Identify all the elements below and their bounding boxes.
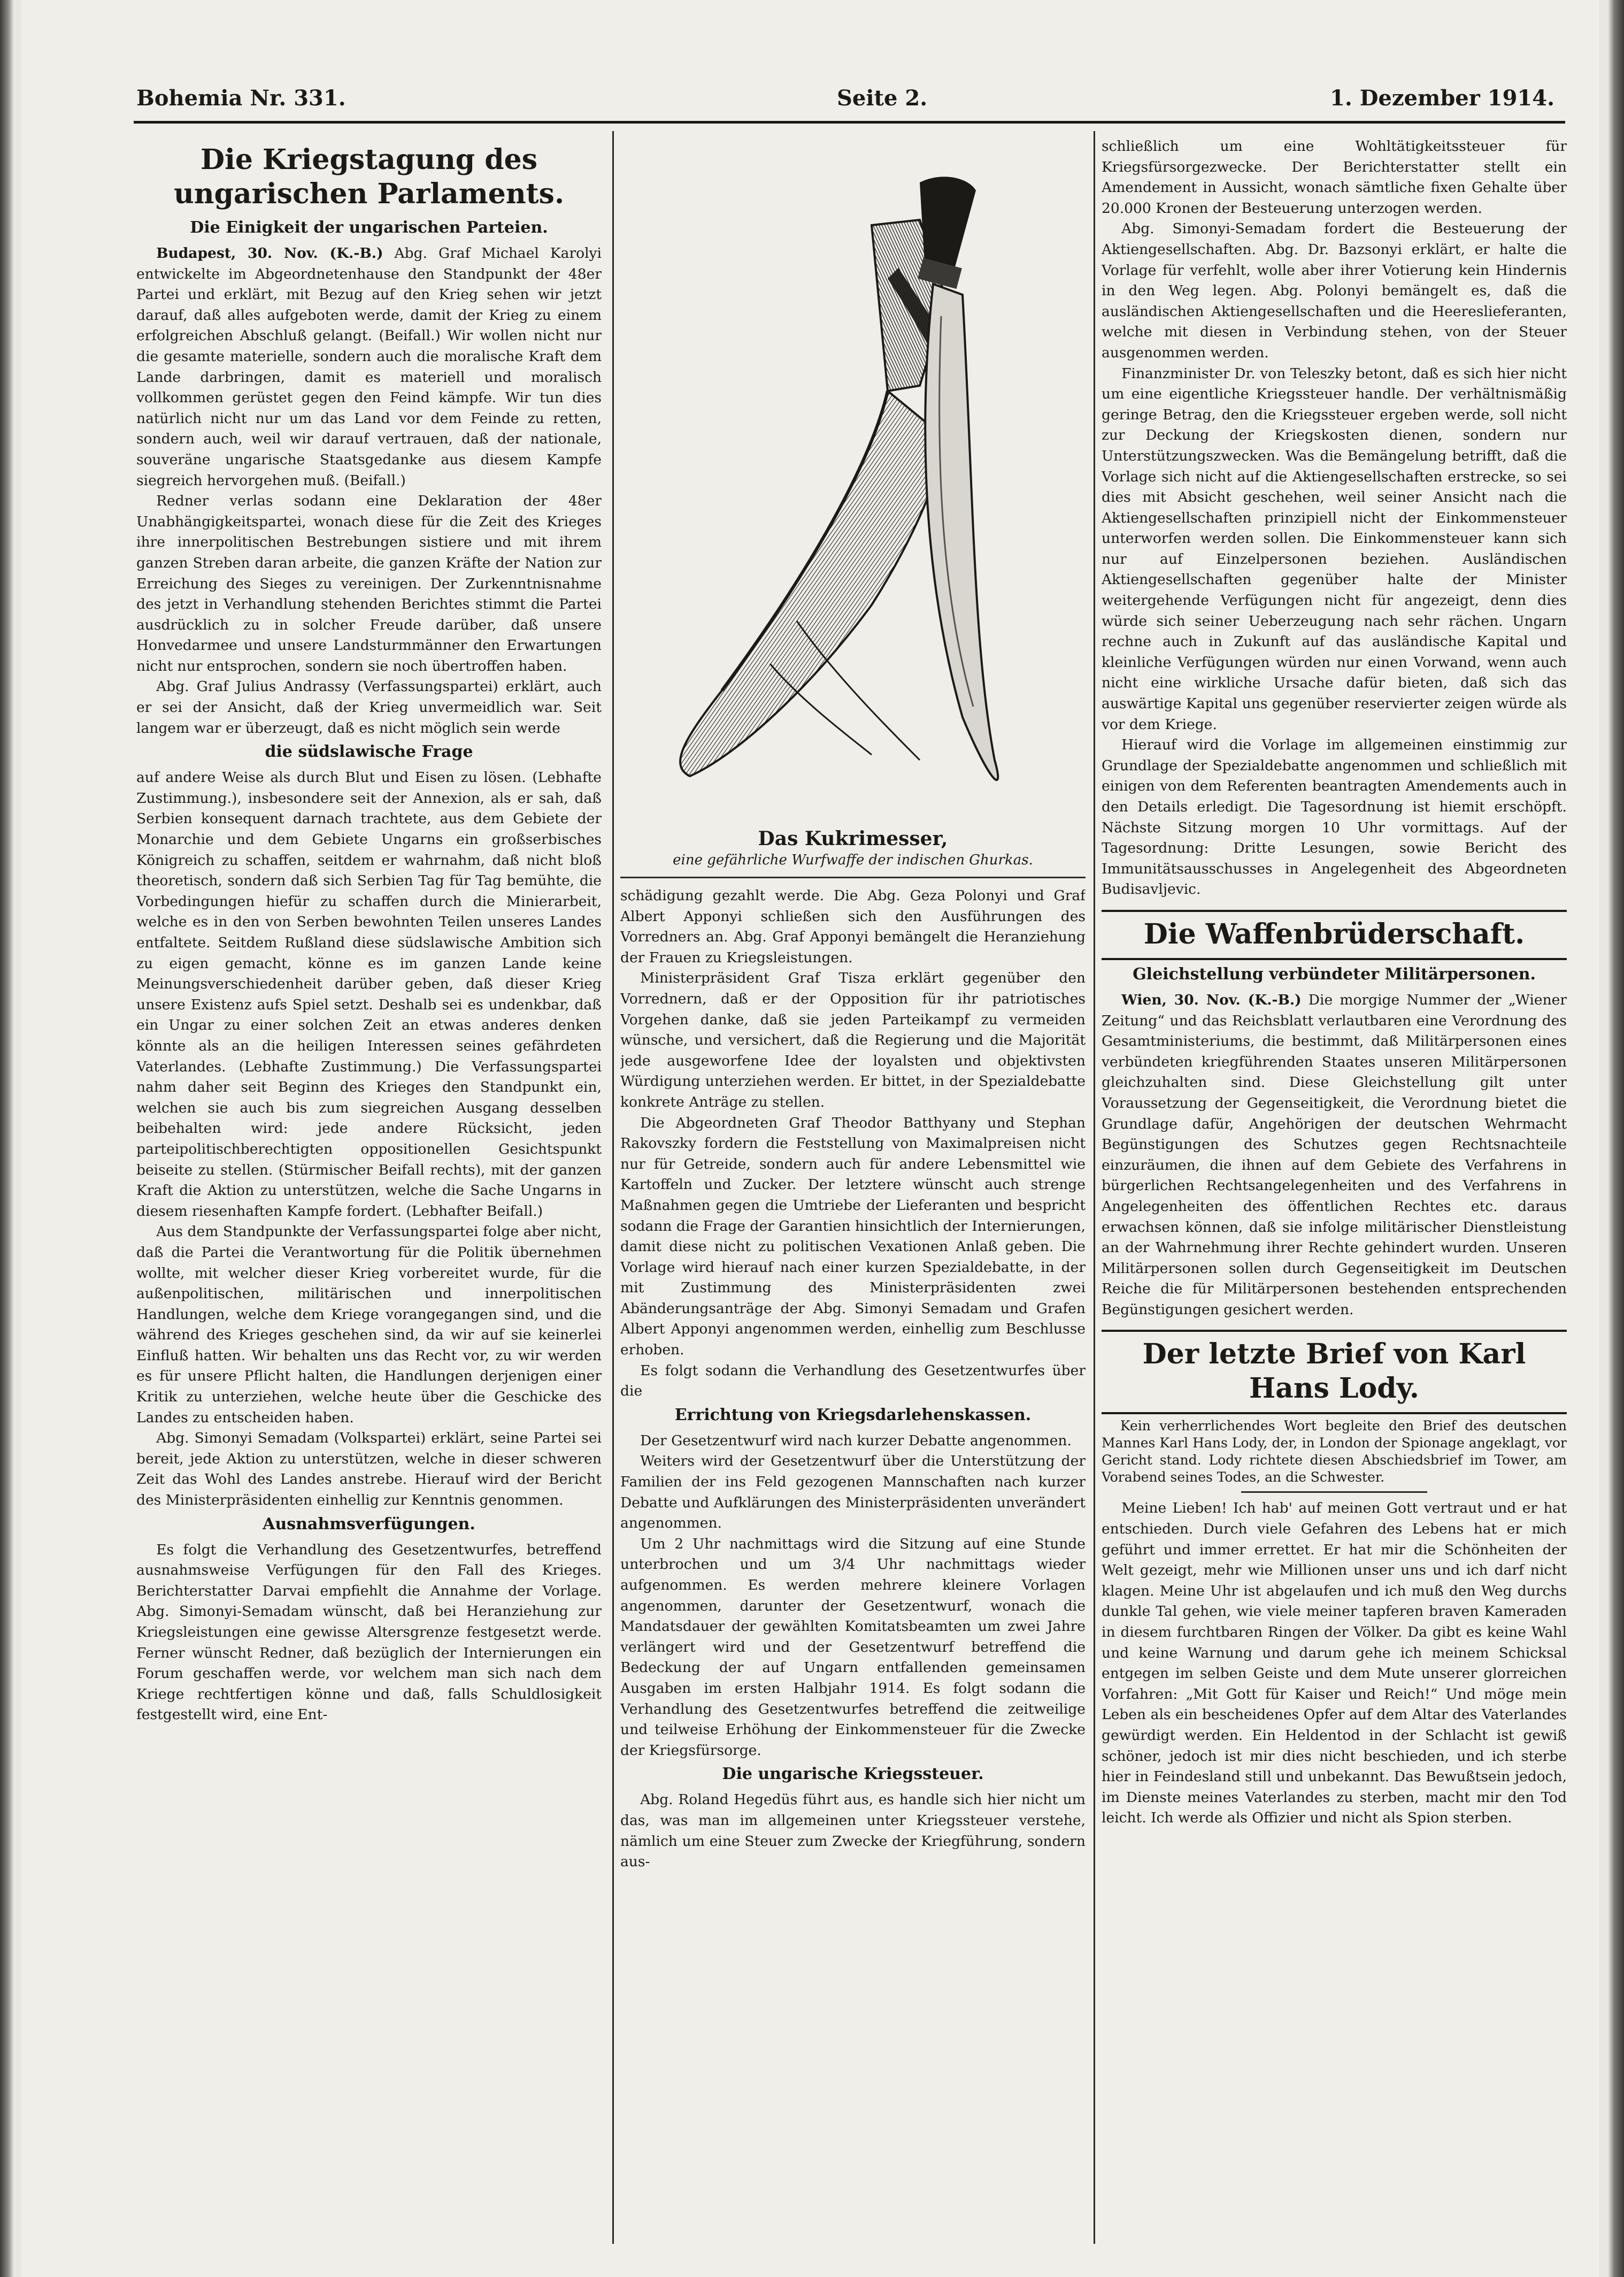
article-divider-box	[1102, 1330, 1567, 1414]
column-rule-2	[1094, 131, 1095, 2244]
article-headline: Die Waffenbrüderschaft.	[1143, 917, 1525, 950]
article-paragraph: Abg. Simonyi Semadam (Volkspartei) erklärt, seine Partei sei bereit, jede Aktion zu unterstützen, welche in dieser schweren Zeit das Wohl des Landes anstrebe. Hierauf wird der Bericht des Ministerpräsidenten einhellig zur Kenntnis genommen.	[136, 1430, 602, 1509]
article-paragraph: Weiters wird der Gesetzentwurf über die Unterstützung der Familien der ins Feld gezogenen Mannschaften nach kurzer Debatte und Aufklärungen des Ministerpräsidenten unverändert angenommen.	[620, 1453, 1086, 1532]
article-paragraph: Wien, 30. Nov. (K.-B.) Die morgige Nummer der „Wiener Zeitung“ und das Reichsblatt verlautbaren eine Verordnung des Gesamtministeriums, die bestimmt, daß Militärpersonen eines verbündeten kriegführenden Staates unseren Militärpersonen gleichzuhalten sind. Diese Gleichstellung gilt unter Voraussetzung der Gegenseitigkeit, die Verordnung bietet die Grundlage dafür, Angehörigen der deutschen Wehrmacht Begünstigungen des Schutzes gegen Rechtsnachteile einzuräumen, die ihnen auf dem Gebiete des Verfahrens in bürgerlichen Rechtsangelegenheiten und des Verfahrens in Angelegenheiten des öffentlichen Rechtes etc. daraus erwachsen können, daß sie infolge militärischer Dienstleistung an der Wahrnehmung ihrer Rechte gehindert wurden. Unseren Militärpersonen sollen durch Gegenseitigkeit im Deutschen Reiche die für Militärpersonen bestehenden entsprechenden Begünstigungen gesichert werden.	[1102, 991, 1567, 1318]
article-paragraph: Hierauf wird die Vorlage im allgemeinen einstimmig zur Grundlage der Spezialdebatte angenommen und schließlich mit einigen von dem Referenten beantragten Amendements auch in den Details erledigt. Die Tagesordnung ist hiemit erschöpft. Nächste Sitzung morgen 10 Uhr vormittags. Auf der Tagesordnung: Dritte Lesungen, sowie Bericht des Immunitätsausschusses in Angelegenheit des Abgeordneten Budisavljevic.	[1102, 737, 1567, 898]
caption-rule	[620, 877, 1086, 878]
article-paragraph: Um 2 Uhr nachmittags wird die Sitzung auf eine Stunde unterbrochen und um 3/4 Uhr nachmittags wieder aufgenommen. Es werden mehrere kleinere Vorlagen angenommen, darunter der Gesetzentwurf, wonach die Mandatsdauer der gewählten Komitatsbeamten um zwei Jahre verlängert wird und der Gesetzentwurf betreffend die Bedeckung der auf Ungarn entfallenden gemeinsamen Ausgaben im ersten Halbjahr 1914. Es folgt sodann die Verhandlung des Gesetzentwurfes betreffend die zeitweilige und teilweise Erhöhung der Einkommensteuer für die Zwecke der Kriegsfürsorge.	[620, 1535, 1086, 1759]
article-paragraph: Die Abgeordneten Graf Theodor Batthyany und Stephan Rakovszky fordern die Feststellung von Maximalpreisen nicht nur für Getreide, sondern auch für andere Lebensmittel wie Kartoffeln und Zucker. Der letztere wünscht auch strenge Maßnahmen gegen die Umtriebe der Lieferanten und bespricht sodann die Frage der Garantien hinsichtlich der Internierungen, damit diese nicht zu politischen Vexationen Anlaß geben. Die Vorlage wird hierauf nach einer kurzen Spezialdebatte, in der mit Zustimmung des Ministerpräsidenten zwei Abänderungsanträge der Abg. Simonyi Semadam und Grafen Albert Apponyi angenommen werden, einhellig zum Beschlusse erhoben.	[620, 1114, 1086, 1359]
article-paragraph: auf andere Weise als durch Blut und Eisen zu lösen. (Lebhafte Zustimmung.), insbesondere seit der Annexion, als er sah, daß Serbien konsequent darnach trachtete, aus dem Gebiete der Monarchie und dem Gebiete Ungarns ein großserbisches Königreich zu schaffen, seitdem er wahrnahm, daß nicht bloß theoretisch, sondern daß sich Serbien Tag für Tag bemühte, die Vorbedingungen hiefür zu schaffen durch die Minierarbeit, welche es in den von Serben bewohnten Teilen unseres Landes entfaltete. Seitdem Rußland diese südslawische Ambition sich zu eigen gemacht, könne es im ganzen Lande keine Meinungsverschiedenheit darüber geben, daß dieser Krieg unsere Existenz aufs Spiel setzt. Deshalb sei es undenkbar, daß ein Ungar zu einer solchen Zeit an etwas anderes denken könnte als an die heiligen Interessen seines gefährdeten Vaterlandes. (Lebhafte Zustimmung.) Die Verfassungspartei nahm daher seit Beginn des Krieges den Standpunkt ein, welchen sie auch bis zum siegreichen Ausgang desselben beibehalten wird: jede andere Rücksicht, jeden parteipolitischberechtigten oppositionellen Gesichtspunkt beiseite zu stellen. (Stürmischer Beifall rechts), mit der ganzen Kraft die Aktion zu unterstützen, welche die Sache Ungarns in diesem riesenhaften Kampfe fordert. (Lebhafter Beifall.)	[136, 769, 602, 1220]
article-paragraph: Es folgt die Verhandlung des Gesetzentwurfes, betreffend ausnahmsweise Verfügungen für den Fall des Krieges. Berichterstatter Darvai empfiehlt die Annahme der Vorlage. Abg. Simonyi-Semadam wünscht, daß bei Heranziehung zur Kriegsleistungen eine gewisse Altersgrenze festgesetzt werde. Ferner wünscht Redner, daß bezüglich der Internierungen ein Forum geschaffen werde, vor welchem man sich nach dem Kriege rechtfertigen könne und daß, falls Schuldlosigkeit festgestellt wird, eine Ent-	[136, 1541, 602, 1723]
article-paragraph: Abg. Simonyi-Semadam fordert die Besteuerung der Aktiengesellschaften. Abg. Dr. Bazsonyi erklärt, er halte die Vorlage für verfehlt, wolle aber ihrer Votierung kein Hindernis in den Weg legen. Abg. Polonyi bemängelt es, daß die ausländischen Aktiengesellschaften und die Heereslieferanten, welche mit diesen in Verbindung stehen, von der Steuer ausgenommen werden.	[1102, 220, 1567, 361]
article-paragraph: Abg. Roland Hegedüs führt aus, es handle sich hier nicht um das, was man im allgemeinen unter Kriegssteuer verstehe, nämlich um eine Steuer zum Zwecke der Kriegführung, sondern aus-	[620, 1791, 1086, 1870]
article-paragraph: Abg. Graf Julius Andrassy (Verfassungspartei) erklärt, auch er sei der Ansicht, daß der Krieg unvermeidlich war. Seit langem war er überzeugt, daß es nicht möglich sein werde	[136, 678, 602, 737]
article-paragraph: schädigung gezahlt werde. Die Abg. Geza Polonyi und Graf Albert Apponyi schließen sich den Ausführungen des Vorredners an. Abg. Graf Apponyi bemängelt die Heranziehung der Frauen zu Kriegsleistungen.	[620, 887, 1086, 966]
section-subhead: Errichtung von Kriegsdarlehenskassen.	[674, 1405, 1032, 1424]
dateline: Budapest, 30. Nov. (K.-B.)	[156, 245, 383, 262]
article-paragraph: Aus dem Standpunkte der Verfassungspartei folge aber nicht, daß die Partei die Verantwortung für die Politik übernehmen wollte, mit welcher dieser Krieg vorbereitet wurde, für die außenpolitischen, militärischen und innerpolitischen Handlungen, welche dem Kriege vorangegangen sind, und die während des Krieges geschehen sind, da wir auf sie keinerlei Einfluß hatten. Wir behalten uns das Recht vor, zu wir werden es für unsere Pflicht halten, die Handlungen derjenigen einer Kritik zu unterziehen, welche heute über die Geschicke des Landes zu entscheiden haben.	[136, 1223, 602, 1426]
article-paragraph: Budapest, 30. Nov. (K.-B.) Abg. Graf Michael Karolyi entwickelte im Abgeordnetenhause den Standpunkt der 48er Partei und erklärt, mit Bezug auf den Krieg sehen wir jetzt darauf, daß alles aufgeboten werde, damit der Krieg zu einem erfolgreichen Abschluß gelangt. (Beifall.) Wir wollen nicht nur die gesamte materielle, sondern auch die moralische Kraft dem Lande darbringen, damit es materiell und moralisch vollkommen gerüstet gegen den Feind kämpfe. Wir tun dies natürlich nicht nur um das Land vor dem Feinde zu retten, sondern auch, weil wir darauf vertrauen, daß der nationale, souveräne ungarische Staatsgedanke aus diesem Kampfe siegreich hervorgehen muß. (Beifall.)	[136, 245, 602, 489]
article-lede: Kein verherrlichendes Wort begleite den Brief des deutschen Mannes Karl Hans Lody, der, in London der Spionage angeklagt, vor Gericht stand. Lody richtete diesen Abschiedsbrief im Tower, am Vorabend seines Todes, an die Schwester.	[1102, 1418, 1567, 1485]
article-paragraph: Finanzminister Dr. von Teleszky betont, daß es sich hier nicht um eine eigentliche Kriegssteuer handle. Der verhältnismäßig geringe Betrag, den die Kriegssteuer ergeben werde, soll nicht zur Deckung der Kriegskosten dienen, sondern nur Unterstützungszwecken. Was die Bemängelung betrifft, daß die Vorlage sich nicht auf die Aktiengesellschaften erstrecke, so sei dies mit Absicht geschehen, weil seiner Ansicht nach die Aktiengesellschaften prinzipiell nicht der Einkommensteuer unterworfen werden sollen. Die Einkommensteuer kann sich nur auf Einzelpersonen beziehen. Ausländischen Aktiengesellschaften gegenüber halte der Minister weitergehende Verfügungen nicht für angezeigt, denn dies würde sich seiner Ueberzeugung nach sehr rächen. Ungarn rechne auch in Zukunft auf das ausländische Kapital und kleinliche Verfügungen würden nur einen Vorwand, wenn auch nicht eine wirkliche Ursache dafür bieten, daß sich das auswärtige Kapital uns gegenüber reservierter zeigen würde als vor dem Kriege.	[1102, 365, 1567, 733]
section-subhead: die südslawische Frage	[265, 742, 473, 762]
dateline: Wien, 30. Nov. (K.-B.)	[1121, 991, 1302, 1008]
kukri-knife-image	[620, 140, 1086, 824]
header-rule	[134, 121, 1565, 124]
article-paragraph: Meine Lieben! Ich hab' auf meinen Gott vertraut und er hat entschieden. Durch viele Gefahren des Lebens hat er mich geführt und immer errettet. Er hat mir die Schönheiten der Welt gezeigt, mehr wie Millionen unser uns und ich darf nicht klagen. Meine Uhr ist abgelaufen und ich muß den Weg durchs dunkle Tal gehen, wie viele meiner tapferen braven Kameraden in diesem furchtbaren Ringen der Völker. Da gibt es keine Wahl und keine Warnung und darum gehe ich meinem Schicksal entgegen im selben Geiste und dem Mute unserer glorreichen Vorfahren: „Mit Gott für Kaiser und Reich!“ Und möge mein Leben als ein bescheidenes Opfer auf dem Altar des Vaterlandes gewürdigt werden. Ein Heldentod in der Schlacht ist gewiß schöner, jedoch ist mir dies nicht beschieden, und ich sterbe hier in Feindesland still und unbekannt. Das Bewußtsein jedoch, im Dienste meines Vaterlandes zu sterben, macht mir den Tod leicht. Ich werde als Offizier und nicht als Spion sterben.	[1102, 1500, 1567, 1827]
section-subhead: Ausnahmsverfügungen.	[263, 1514, 475, 1534]
section-subhead: Die ungarische Kriegssteuer.	[722, 1765, 984, 1784]
header-date: 1. Dezember 1914.	[1330, 86, 1554, 111]
kukri-illustration	[620, 140, 1086, 824]
page-edge-right	[1608, 0, 1624, 2277]
article-paragraph: schließlich um eine Wohltätigkeitssteuer für Kriegsfürsorgezwecke. Der Berichterstatter stellt ein Amendement in Aussicht, wonach sämtliche fixen Gehalte über 20.000 Kronen der Besteuerung unterzogen werden.	[1102, 138, 1567, 217]
column-rule-1	[612, 131, 614, 2244]
article-divider-box	[1102, 910, 1567, 960]
article-subhead: Die Einigkeit der ungarischen Parteien.	[190, 218, 548, 237]
column-1	[136, 136, 602, 2255]
column-2	[620, 136, 1086, 2255]
article-subhead: Gleichstellung verbündeter Militärpersonen.	[1133, 964, 1536, 984]
article-headline: Die Kriegstagung des ungarischen Parlaments.	[173, 143, 565, 210]
article-paragraph: Ministerpräsident Graf Tisza erklärt gegenüber den Vorrednern, daß er der Opposition für ihr patriotisches Vorgehen danke, daß sie jeden Parteikampf zu vermeiden wünsche, und versichert, daß die Regierung und die Majorität jede ausgeworfene Idee der loyalsten und objektivsten Würdigung unterziehen werden. Er bittet, in der Spezialdebatte konkrete Anträge zu stellen.	[620, 970, 1086, 1110]
figure-caption-subtitle: eine gefährliche Wurfwaffe der indischen Ghurkas.	[673, 852, 1033, 868]
lede-rule	[1241, 1491, 1427, 1493]
article-headline: Der letzte Brief von Karl Hans Lody.	[1142, 1338, 1526, 1405]
article-paragraph: Der Gesetzentwurf wird nach kurzer Debatte angenommen.	[640, 1432, 1072, 1449]
figure-caption-title: Das Kukrimesser,	[758, 827, 948, 850]
article-paragraph: Es folgt sodann die Verhandlung des Gesetzentwurfes über die	[620, 1362, 1086, 1400]
page-edge-left	[0, 0, 14, 2277]
header-issue: Bohemia Nr. 331.	[136, 86, 346, 111]
column-3	[1102, 136, 1567, 2255]
article-paragraph: Redner verlas sodann eine Deklaration der 48er Unabhängigkeitspartei, wonach diese für die Zeit des Krieges ihre innerpolitischen Bestrebungen sistiere und mit ihrem ganzen Streben daran arbeite, die ganzen Kräfte der Nation zur Erreichung des Sieges zu vereinigen. Der Zurkenntnisnahme des jetzt in Verhandlung stehenden Berichtes stimmt die Partei ausdrücklich zu in solcher Freude darüber, daß unsere Honvedarmee und unsere Landsturmmänner den Erwartungen nicht nur entsprochen, sondern sie noch übertroffen haben.	[136, 493, 602, 674]
page-header	[136, 86, 1554, 118]
header-page-number: Seite 2.	[837, 86, 928, 111]
